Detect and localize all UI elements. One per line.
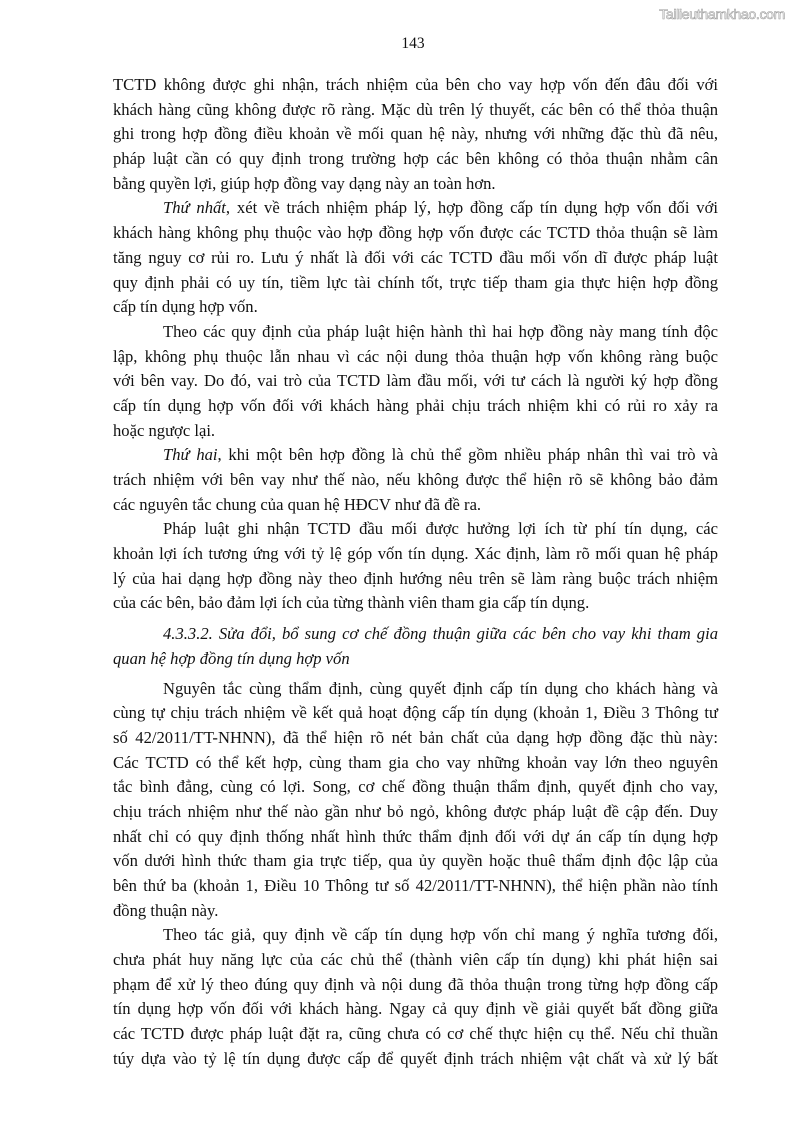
text-line: cấp tín dụng hợp vốn đối với khách hàng phải chịu trách nhiệm khi có rủi ro xảy ra: [113, 395, 718, 415]
section-heading: [113, 622, 718, 671]
text-line: phạm để xử lý theo đúng quy định và nội dung đã thỏa thuận trong từng hợp đồng cấp: [113, 974, 718, 994]
text-line: khoản lợi ích tương ứng với tỷ lệ góp vốn tín dụng. Xác định, làm rõ mối quan hệ pháp: [113, 544, 718, 564]
paragraph: [113, 677, 718, 924]
text-line: vốn dưới hình thức tham gia trực tiếp, qua ủy quyền hoặc thuê thẩm định độc lập của: [113, 851, 718, 871]
text-line: pháp luật cần có quy định trong trường hợp các bên không có thỏa thuận nhằm cân: [113, 149, 718, 169]
text-line: quy định phải có uy tín, tiềm lực tài chính tốt, trực tiếp tham gia thực hiện hợp đồng: [113, 272, 718, 292]
text-line: lập, không phụ thuộc lẫn nhau vì các nội dung thỏa thuận hợp vốn không ràng buộc: [113, 346, 718, 366]
heading-line: quan hệ hợp đồng tín dụng hợp vốn: [113, 648, 350, 668]
text-line: chịu trách nhiệm như thế nào gần như bỏ ngỏ, không được pháp luật đề cập đến. Duy: [113, 801, 718, 821]
text-line: túy dựa vào tỷ lệ tín dụng được cấp để quyết định trách nhiệm vật chất và xử lý bất: [113, 1048, 718, 1068]
text-line: Nguyên tắc cùng thẩm định, cùng quyết định cấp tín dụng cho khách hàng và: [163, 678, 718, 698]
watermark: Tailieuthamkhao.com: [659, 6, 785, 22]
text-line: tăng nguy cơ rủi ro. Lưu ý nhất là đối với các TCTD đầu mối vốn dĩ được pháp luật: [113, 247, 718, 267]
heading-line: 4.3.3.2. Sửa đổi, bổ sung cơ chế đồng thuận giữa các bên cho vay khi tham gia: [163, 624, 718, 644]
text-line: khách hàng không phụ thuộc vào hợp đồng hợp vốn được các TCTD thỏa thuận sẽ làm: [113, 223, 718, 243]
text-line: Theo các quy định của pháp luật hiện hành thì hai hợp đồng này mang tính độc: [163, 321, 718, 341]
paragraph: [113, 196, 718, 319]
text-line: các nguyên tắc chung của quan hệ HĐCV như đã đề ra.: [113, 494, 482, 514]
paragraph: [113, 73, 718, 196]
text-line: các TCTD được pháp luật đặt ra, cũng chưa có cơ chế thực hiện cụ thể. Nếu chỉ thuần: [113, 1024, 718, 1044]
emphasis-lead: Thứ hai: [163, 445, 218, 465]
text-line: hoặc ngược lại.: [113, 420, 216, 440]
document-body: [113, 73, 718, 1072]
text-line: cùng tự chịu trách nhiệm về kết quả hoạt động cấp tín dụng (khoản 1, Điều 3 Thông tư: [113, 703, 718, 723]
text-line: với bên vay. Do đó, vai trò của TCTD làm đầu mối, với tư cách là người ký hợp đồng: [113, 371, 718, 391]
text-line: nhất chỉ có quy định thống nhất hình thức thẩm định đối với dự án cấp tín dụng hợp: [113, 826, 718, 846]
paragraph: [113, 320, 718, 443]
text-run: , xét về trách nhiệm pháp lý, hợp đồng cấp tín dụng hợp vốn đối với: [225, 198, 718, 218]
text-line: lý của hai dạng hợp đồng này theo định hướng nêu trên sẽ làm ràng buộc trách nhiệm: [113, 568, 718, 588]
page-number: 143: [401, 35, 425, 52]
text-line: Theo tác giả, quy định về cấp tín dụng hợp vốn chỉ mang ý nghĩa tương đối,: [163, 925, 718, 945]
text-line: của các bên, bảo đảm lợi ích của từng thành viên tham gia cấp tín dụng.: [113, 593, 590, 613]
text-line: [113, 196, 718, 221]
text-line: trách nhiệm với bên vay như thế nào, nếu không được thể hiện rõ sẽ không bảo đảm: [113, 470, 718, 489]
text-run: , khi một bên hợp đồng là chủ thể gồm nhiều pháp nhân thì vai trò và: [217, 445, 718, 465]
text-line: TCTD không được ghi nhận, trách nhiệm của bên cho vay hợp vốn đến đâu đối với: [113, 75, 718, 94]
text-line: bên thứ ba (khoản 1, Điều 10 Thông tư số 42/2011/TT-NHNN), thể hiện phần nào tính: [113, 876, 718, 895]
text-line: tín dụng hợp vốn đối với khách hàng. Ngay cả quy định về giải quyết bất đồng giữa: [113, 999, 718, 1019]
text-line: khách hàng cũng không được rõ ràng. Mặc dù trên lý thuyết, các bên có thể thỏa thuận: [113, 99, 718, 119]
emphasis-lead: Thứ nhất: [163, 198, 226, 218]
paragraph: [113, 923, 718, 1071]
text-line: cấp tín dụng hợp vốn.: [113, 297, 258, 317]
text-line: tắc bình đẳng, cùng có lợi. Song, cơ chế đồng thuận thẩm định, quyết định cho vay,: [113, 777, 718, 797]
text-line: đồng thuận này.: [113, 900, 219, 920]
text-line: Pháp luật ghi nhận TCTD đầu mối được hưởng lợi ích từ phí tín dụng, các: [163, 519, 718, 539]
text-line: ghi trong hợp đồng điều khoản về mối quan hệ này, nhưng với những đặc thù đã nêu,: [113, 124, 718, 144]
text-line: số 42/2011/TT-NHNN), đã thể hiện rõ nét bản chất của dạng hợp đồng đặc thù này:: [113, 727, 718, 747]
paragraph: [113, 443, 718, 517]
paragraph: [113, 517, 718, 616]
text-line: [113, 443, 718, 468]
text-line: chưa phát huy năng lực của các chủ thể (thành viên cấp tín dụng) khi phát hiện sai: [113, 950, 718, 970]
text-line: bằng quyền lợi, giúp hợp đồng vay dạng này an toàn hơn.: [113, 173, 496, 193]
text-line: Các TCTD có thể kết hợp, cùng tham gia cho vay những khoản vay lớn theo nguyên: [113, 752, 718, 772]
